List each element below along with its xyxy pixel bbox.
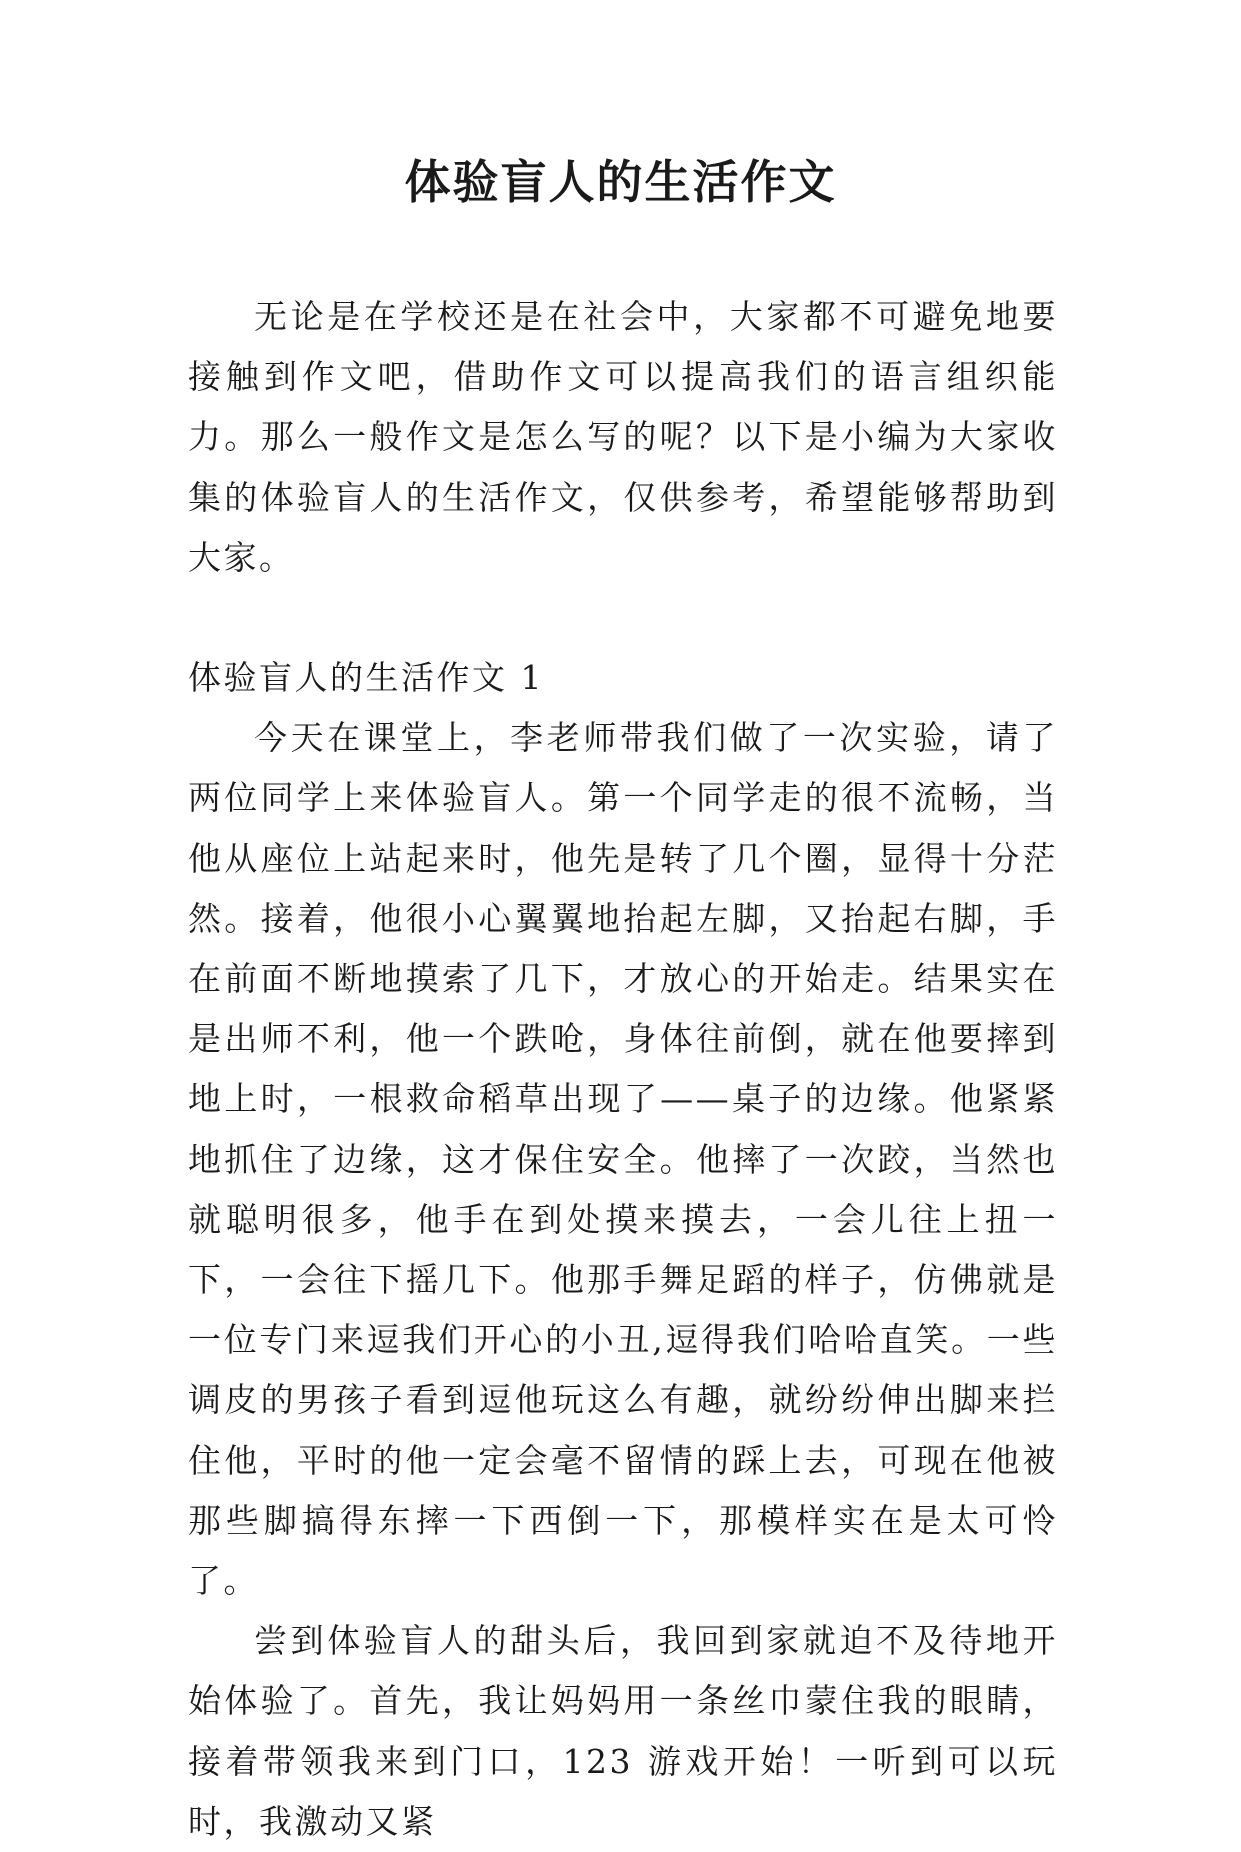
document-body xyxy=(188,287,1058,1852)
section-heading: 体验盲人的生活作文 1 xyxy=(188,658,544,698)
intro-paragraph: 无论是在学校还是在社会中，大家都不可避免地要接触到作文吧，借助作文可以提高我们的语言组织能力。那么一般作文是怎么写的呢？以下是小编为大家收集的体验盲人的生活作文，仅供参考，希望能够帮助到大家。 xyxy=(188,297,1058,577)
body-paragraph: 尝到体验盲人的甜头后，我回到家就迫不及待地开始体验了。首先，我让妈妈用一条丝巾蒙住我的眼睛，接着带领我来到门口，123 游戏开始！一听到可以玩时，我激动又紧 xyxy=(188,1621,1058,1841)
body-paragraph: 今天在课堂上，李老师带我们做了一次实验，请了两位同学上来体验盲人。第一个同学走的很不流畅，当他从座位上站起来时，他先是转了几个圈，显得十分茫然。接着，他很小心翼翼地抬起左脚，又抬起右脚，手在前面不断地摸索了几下，才放心的开始走。结果实在是出师不利，他一个跌呛，身体往前倒，就在他要摔到地上时，一根救命稻草出现了——桌子的边缘。他紧紧地抓住了边缘，这才保住安全。他摔了一次跤，当然也就聪明很多，他手在到处摸来摸去，一会儿往上扭一下，一会往下摇几下。他那手舞足蹈的样子，仿佛就是一位专门来逗我们开心的小丑,逗得我们哈哈直笑。一些调皮的男孩子看到逗他玩这么有趣，就纷纷伸出脚来拦住他，平时的他一定会毫不留情的踩上去，可现在他被那些脚搞得东摔一下西倒一下，那模样实在是太可怜了。 xyxy=(188,718,1058,1601)
document-title: 体验盲人的生活作文 xyxy=(404,155,837,209)
